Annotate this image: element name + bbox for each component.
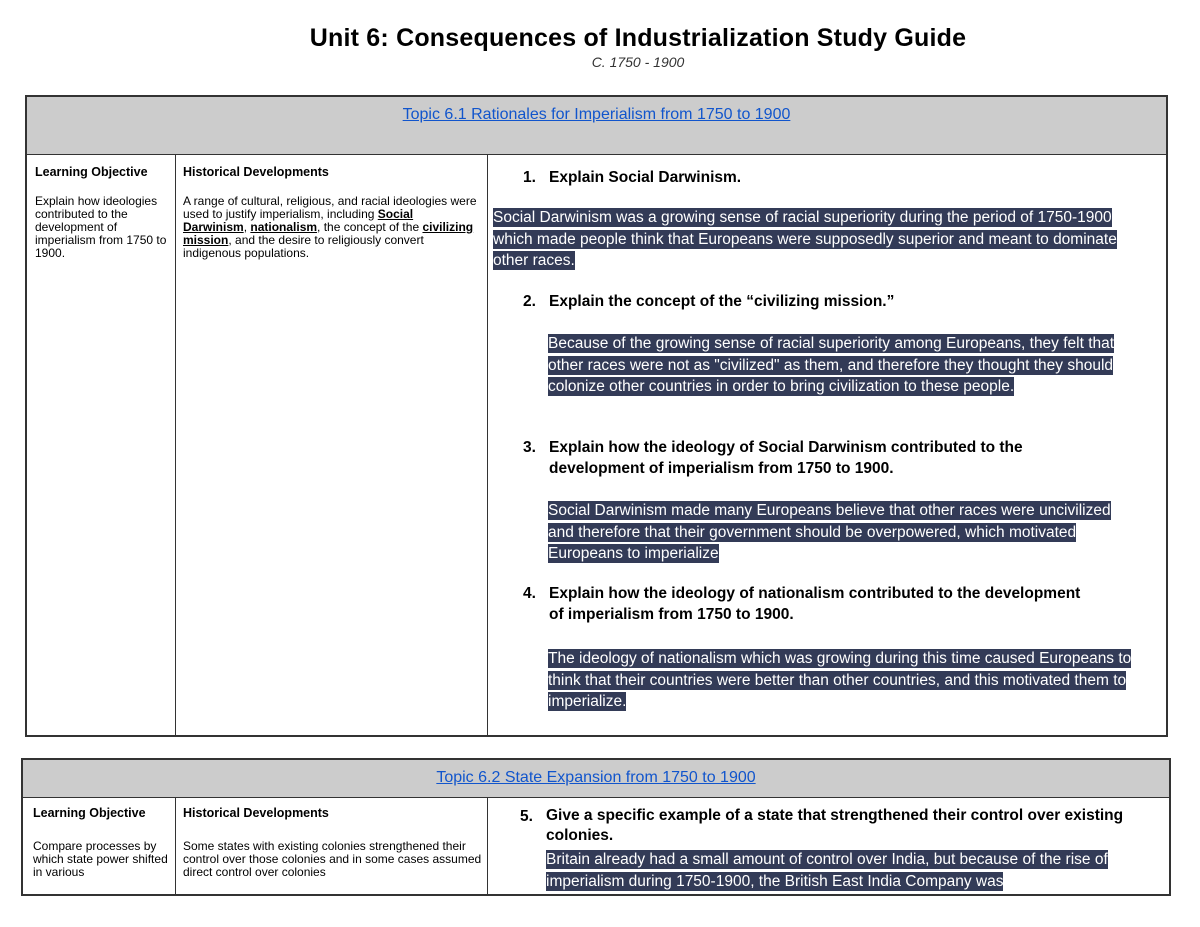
- topic-6-2-header: [23, 760, 1169, 798]
- answer-4[interactable]: The ideology of nationalism which was growing during this time caused Europeans to think that their countries were better than other countries, and this motivated them to imperialize.: [548, 650, 1132, 710]
- topic-6-1-table: [25, 95, 1168, 737]
- column-divider: [175, 155, 176, 735]
- answer-3[interactable]: Social Darwinism made many Europeans believe that other races were uncivilized and therefore that their government should be overpowered, which motivated Europeans to imperialize: [548, 502, 1111, 562]
- term-social-darwinism: Social Darwinism: [183, 207, 414, 234]
- historical-developments-text: A range of cultural, religious, and racial ideologies were used to justify imperialism, including Social Darwinism, nationalism, the concept of the civilizing mission, and the desire to religiously convert indigenous populations.: [183, 194, 477, 260]
- document-subtitle: C. 1750 - 1900: [591, 54, 685, 70]
- answer-2[interactable]: Because of the growing sense of racial superiority among Europeans, they felt that other races were not as "civilized" as them, and therefore they thought they should colonize other countries in order to bring civilization to these people.: [548, 335, 1115, 395]
- learning-objective-text: Compare processes by which state power shifted in various: [33, 839, 168, 879]
- question-5: 5. Give a specific example of a state that strengthened their control over existing colonies.: [520, 807, 1124, 844]
- learning-objective-heading: Learning Objective: [33, 806, 146, 820]
- learning-objective-cell: [33, 806, 171, 894]
- question-2: 2. Explain the concept of the “civilizing mission.”: [523, 293, 895, 310]
- document-title: Unit 6: Consequences of Industrialization Study Guide: [309, 24, 967, 52]
- historical-developments-text: Some states with existing colonies strengthened their control over those colonies and in some cases assumed direct control over colonies: [183, 839, 482, 879]
- topic-6-2-link[interactable]: Topic 6.2 State Expansion from 1750 to 1900: [436, 769, 756, 786]
- historical-developments-cell: [183, 165, 479, 735]
- topic-6-1-link[interactable]: Topic 6.1 Rationales for Imperialism from 1750 to 1900: [402, 106, 791, 123]
- topic-6-2-table: [21, 758, 1171, 896]
- topic-6-1-header: [27, 97, 1166, 155]
- column-divider: [175, 798, 176, 894]
- answer-5[interactable]: Britain already had a small amount of control over India, but because of the rise of imperialism during 1750-1900, the British East India Company was: [546, 851, 1108, 890]
- learning-objective-text: Explain how ideologies contributed to the development of imperialism from 1750 to 1900.: [35, 194, 167, 260]
- question-1: 1. Explain Social Darwinism.: [523, 169, 742, 186]
- historical-developments-cell: [183, 806, 483, 894]
- question-4: 4. Explain how the ideology of nationalism contributed to the development of imperialism from 1750 to 1900.: [523, 585, 1081, 623]
- term-civilizing-mission: civilizing mission: [183, 220, 474, 247]
- historical-developments-heading: Historical Developments: [183, 165, 329, 179]
- question-3: 3. Explain how the ideology of Social Darwinism contributed to the development of imperialism from 1750 to 1900.: [523, 439, 1023, 477]
- answer-1[interactable]: Social Darwinism was a growing sense of racial superiority during the period of 1750-1900 which made people think that Europeans were supposedly superior and meant to dominate other races.: [493, 209, 1117, 269]
- historical-developments-heading: Historical Developments: [183, 806, 329, 820]
- column-divider: [487, 155, 488, 735]
- column-divider: [487, 798, 488, 894]
- term-nationalism: nationalism: [250, 220, 318, 234]
- learning-objective-heading: Learning Objective: [35, 165, 148, 179]
- learning-objective-cell: [35, 165, 171, 735]
